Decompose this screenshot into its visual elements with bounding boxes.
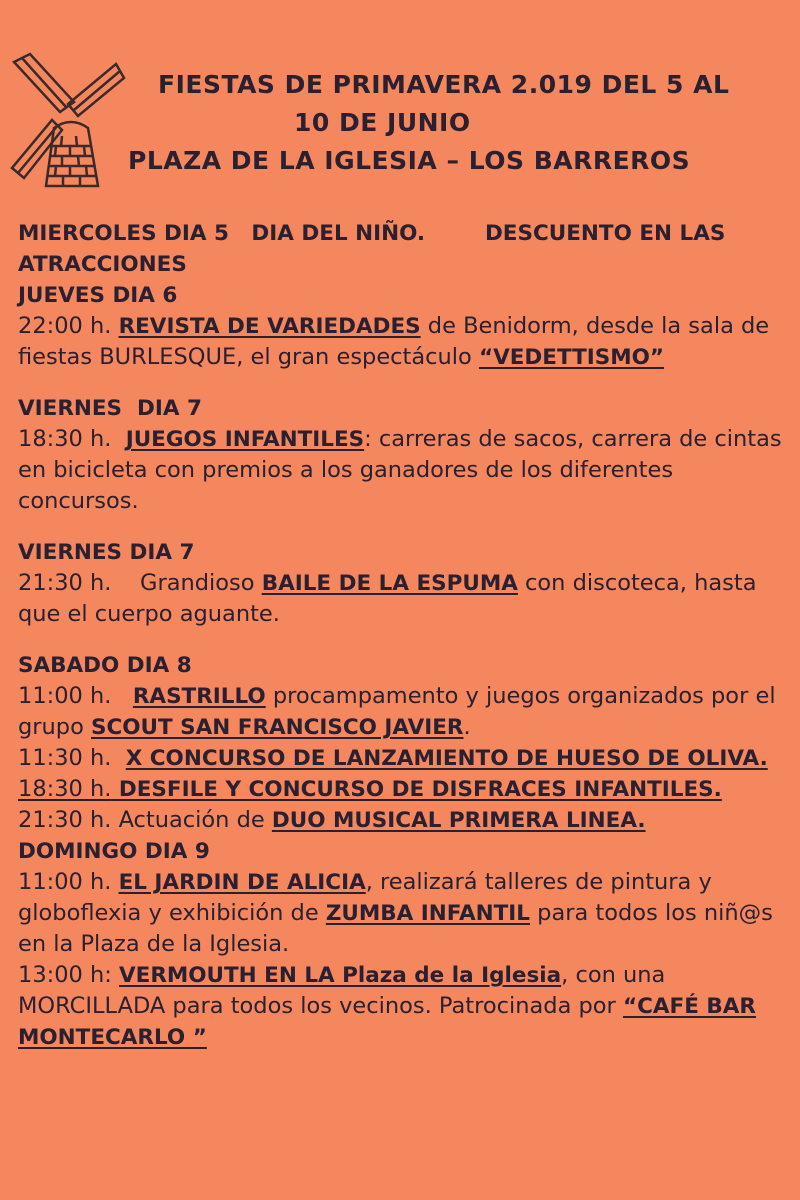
- event-time: 18:30 h.: [18, 426, 112, 452]
- event-title: REVISTA DE VARIEDADES: [118, 314, 421, 339]
- day-heading-wednesday: MIERCOLES DIA 5 DIA DEL NIÑO. DESCUENTO EN LAS ATRACCIONES: [18, 221, 733, 277]
- event-title: ZUMBA INFANTIL: [325, 901, 531, 926]
- day-heading-friday-2: [18, 537, 788, 568]
- day-heading-saturday-text: SABADO DIA 8: [18, 653, 192, 678]
- friday-event-1: [18, 424, 788, 517]
- event-title: DESFILE Y CONCURSO DE DISFRACES INFANTILES.: [111, 777, 722, 802]
- event-time: 13:00 h:: [18, 962, 112, 988]
- sunday-event-2: [18, 960, 788, 1053]
- title-line-2: 10 DE JUNIO: [294, 108, 471, 137]
- day-heading-thursday-text: JUEVES DIA 6: [18, 283, 178, 308]
- event-time: 11:30 h.: [18, 745, 112, 771]
- event-title: VERMOUTH EN LA Plaza de la Iglesia: [119, 963, 562, 988]
- windmill-icon: [6, 50, 126, 190]
- event-title: JUEGOS INFANTILES: [125, 427, 365, 452]
- day-heading-friday-1: [18, 393, 788, 424]
- event-time: 21:30 h.: [18, 570, 112, 596]
- day-heading-sunday: [18, 836, 788, 867]
- event-text: , realizará talleres de pintura y globoflexia y exhibición de: [18, 869, 712, 926]
- day-heading-friday-1-text: VIERNES DIA 7: [18, 396, 202, 421]
- thursday-event: [18, 311, 788, 373]
- event-text: , con una MORCILLADA para todos los vecinos. Patrocinada por: [18, 962, 666, 1019]
- event-title: X CONCURSO DE LANZAMIENTO DE HUESO DE OLIVA.: [125, 746, 768, 771]
- saturday-event-4: [18, 805, 788, 836]
- event-time: 11:00 h.: [18, 869, 112, 895]
- event-title: SCOUT SAN FRANCISCO JAVIER: [91, 715, 464, 740]
- sunday-event-1: [18, 867, 788, 960]
- title-line-3: PLAZA DE LA IGLESIA – LOS BARREROS: [128, 146, 691, 175]
- event-text: Grandioso: [140, 570, 255, 596]
- event-title: BAILE DE LA ESPUMA: [261, 571, 518, 596]
- event-time: 21:30 h.: [18, 807, 112, 833]
- event-time: 22:00 h.: [18, 313, 112, 339]
- saturday-event-2: [18, 743, 788, 774]
- day-heading-thursday: [18, 280, 788, 311]
- title-line-1: FIESTAS DE PRIMAVERA 2.019 DEL 5 AL: [158, 70, 730, 99]
- saturday-event-1: 11:00 h. RASTRILLO procampamento y juegos organizados por el grupo SCOUT SAN FRANCISCO JAVIER.: [18, 683, 776, 740]
- event-title: RASTRILLO: [132, 684, 266, 709]
- event-text: con discoteca, hasta que el cuerpo aguante.: [18, 570, 757, 627]
- event-title: DUO MUSICAL PRIMERA LINEA.: [271, 808, 646, 833]
- day-heading-friday-2-text: VIERNES DIA 7: [18, 540, 195, 565]
- wednesday-section: [18, 218, 788, 280]
- event-text: procampamento y juegos organizados por el grupo: [18, 683, 776, 740]
- day-heading-saturday: [18, 650, 788, 681]
- event-text: para todos los niñ@s en la Plaza de la Iglesia.: [18, 900, 773, 957]
- friday-event-2: [18, 568, 788, 630]
- event-time: 11:00 h.: [18, 683, 112, 709]
- saturday-event-3: [18, 774, 788, 805]
- event-title: EL JARDIN DE ALICIA: [118, 870, 366, 895]
- event-text: Actuación de: [118, 807, 265, 833]
- event-title: “CAFÉ BAR MONTECARLO ”: [18, 994, 756, 1050]
- event-text: : carreras de sacos, carrera de cintas en bicicleta con premios a los ganadores de los diferentes concursos.: [18, 426, 782, 514]
- event-text: de Benidorm, desde la sala de fiestas BURLESQUE, el gran espectáculo: [18, 313, 770, 370]
- event-title: “VEDETTISMO”: [478, 345, 665, 370]
- day-heading-sunday-text: DOMINGO DIA 9: [18, 839, 210, 864]
- program-content: [18, 218, 788, 1053]
- event-time: 18:30 h.: [18, 776, 112, 802]
